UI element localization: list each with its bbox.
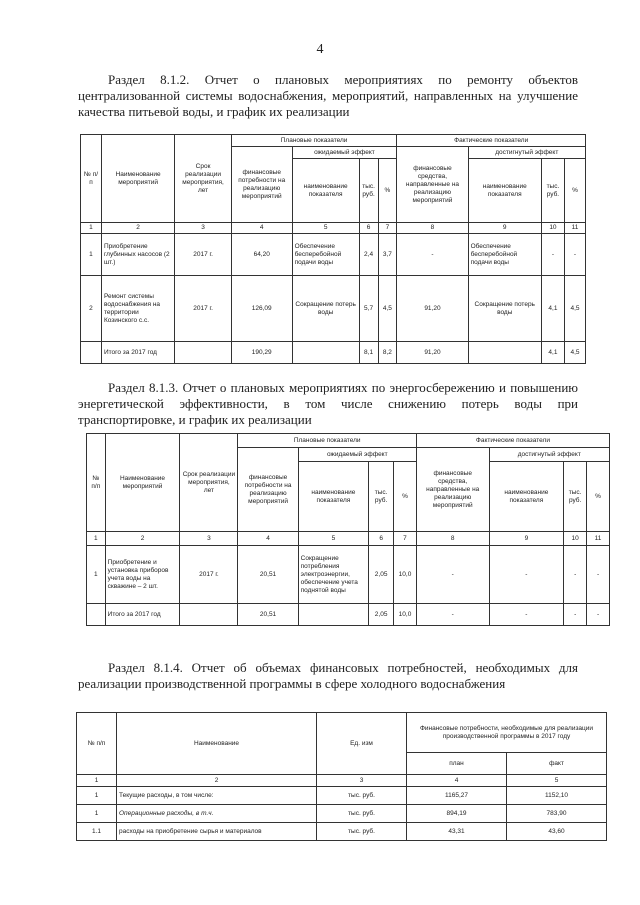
- fact-header: Фактические показатели: [416, 434, 609, 448]
- exp-pct-header: %: [378, 159, 397, 223]
- cell-num: 1: [77, 805, 117, 823]
- col-number: 10: [541, 223, 564, 234]
- col-number: 7: [394, 532, 417, 546]
- col-number: 1: [81, 223, 102, 234]
- exp-rub-header: тыс. руб.: [359, 159, 378, 223]
- cell-fin: 126,09: [231, 276, 292, 342]
- fin-means-header: финансовые средства, направленные на реализацию мероприятий: [416, 448, 489, 532]
- plan-header: план: [407, 753, 507, 775]
- total-exp-rub: 8,1: [359, 342, 378, 364]
- cell-unit: тыс. руб.: [317, 805, 407, 823]
- cell-exp-rub: 2,4: [359, 234, 378, 276]
- col-name-header: Наименование: [117, 713, 317, 775]
- section-812-heading: Раздел 8.1.2. Отчет о плановых мероприятиях по ремонту объектов централизованной системы водоснабжения, мероприятий, направленных на улучшение качества питьевой воды, и график их реализации: [78, 72, 578, 119]
- total-name: Итого за 2017 год: [101, 342, 174, 364]
- col-term-header: Срок реализации мероприятия, лет: [180, 434, 238, 532]
- col-number: 9: [489, 532, 564, 546]
- col-number: 11: [587, 532, 610, 546]
- cell-fact-fin: -: [416, 546, 489, 604]
- ach-indicator-header: наименование показателя: [489, 462, 564, 532]
- cell-fin: 20,51: [238, 546, 298, 604]
- cell-exp-name: Обеспечение бесперебойной подачи воды: [292, 234, 359, 276]
- col-number: 1: [77, 775, 117, 787]
- cell-term: 2017 г.: [175, 276, 232, 342]
- fin-need-header: финансовые потребности на реализацию мероприятий: [238, 448, 298, 532]
- total-exp-pct: 8,2: [378, 342, 397, 364]
- cell-ach-rub: 4,1: [541, 276, 564, 342]
- col-number: 3: [175, 223, 232, 234]
- cell-name: Приобретение и установка приборов учета воды на скважине – 2 шт.: [105, 546, 180, 604]
- col-num-header: № п/п: [81, 135, 102, 223]
- cell-plan: 43,31: [407, 823, 507, 841]
- total-ach-pct: -: [587, 604, 610, 626]
- col-number: 8: [397, 223, 468, 234]
- total-ach-pct: 4,5: [564, 342, 585, 364]
- col-unit-header: Ед. изм: [317, 713, 407, 775]
- col-number: 3: [180, 532, 238, 546]
- table-row: [77, 787, 607, 805]
- col-name-header: Наименование мероприятий: [101, 135, 174, 223]
- cell-name: расходы на приобретение сырья и материалов: [117, 823, 317, 841]
- col-number: 2: [101, 223, 174, 234]
- total-name: Итого за 2017 год: [105, 604, 180, 626]
- total-fact-fin: -: [416, 604, 489, 626]
- col-number: 9: [468, 223, 541, 234]
- cell-plan: 894,19: [407, 805, 507, 823]
- col-number: 1: [87, 532, 106, 546]
- cell-ach-rub: -: [541, 234, 564, 276]
- cell-name: Ремонт системы водоснабжения на территории Козинского с.с.: [101, 276, 174, 342]
- col-num-header: № п/п: [77, 713, 117, 775]
- cell-exp-pct: 3,7: [378, 234, 397, 276]
- section-814-heading: Раздел 8.1.4. Отчет об объемах финансовых потребностей, необходимых для реализации производственной программы в сфере холодного водоснабжения: [78, 660, 578, 691]
- cell-ach-pct: 4,5: [564, 276, 585, 342]
- col-number: 5: [298, 532, 369, 546]
- col-number: 6: [359, 223, 378, 234]
- fact-header: Фактические показатели: [397, 135, 586, 147]
- cell-fact-fin: -: [397, 234, 468, 276]
- ach-rub-header: тыс. руб.: [541, 159, 564, 223]
- cell-num: 1: [81, 234, 102, 276]
- cell-exp-name: Сокращение потерь воды: [292, 276, 359, 342]
- cell-plan: 1165,27: [407, 787, 507, 805]
- col-number: 7: [378, 223, 397, 234]
- cell-fact: 783,90: [507, 805, 607, 823]
- cell-name: Текущие расходы, в том числе:: [117, 787, 317, 805]
- cell-exp-pct: 4,5: [378, 276, 397, 342]
- col-number: 10: [564, 532, 587, 546]
- cell-num: 1: [87, 546, 106, 604]
- col-number: 4: [238, 532, 298, 546]
- table-total-row: [81, 342, 586, 364]
- expected-effect-header: ожидаемый эффект: [298, 448, 416, 462]
- table-row: [81, 276, 586, 342]
- col-number: 6: [369, 532, 394, 546]
- exp-indicator-header: наименование показателя: [298, 462, 369, 532]
- cell-ach-pct: -: [587, 546, 610, 604]
- total-ach-rub: 4,1: [541, 342, 564, 364]
- table-row: [77, 805, 607, 823]
- col-number: 4: [407, 775, 507, 787]
- plan-header: Плановые показатели: [238, 434, 416, 448]
- section-814-table: [76, 712, 607, 841]
- achieved-effect-header: достигнутый эффект: [489, 448, 609, 462]
- section-813-heading: Раздел 8.1.3. Отчет о плановых мероприятиях по энергосбережению и повышению энергетической эффективности, в том числе снижению потерь воды при транспортировке, и график их реализации: [78, 380, 578, 427]
- cell-ach-name: Обеспечение бесперебойной подачи воды: [468, 234, 541, 276]
- cell-fact: 43,60: [507, 823, 607, 841]
- col-number: 11: [564, 223, 585, 234]
- cell-exp-name: Сокращение потребления электроэнергии, обеспечение учета поднятой воды: [298, 546, 369, 604]
- ach-pct-header: %: [564, 159, 585, 223]
- ach-indicator-header: наименование показателя: [468, 159, 541, 223]
- cell-ach-rub: -: [564, 546, 587, 604]
- fact-header: факт: [507, 753, 607, 775]
- cell-name: Приобретение глубинных насосов (2 шт.): [101, 234, 174, 276]
- table-row: [87, 546, 610, 604]
- col-number: 5: [507, 775, 607, 787]
- section-812-table: [80, 134, 586, 364]
- cell-exp-rub: 5,7: [359, 276, 378, 342]
- table-row: [77, 823, 607, 841]
- col-number: 5: [292, 223, 359, 234]
- cell-fact-fin: 91,20: [397, 276, 468, 342]
- cell-term: 2017 г.: [180, 546, 238, 604]
- total-exp-pct: 10,0: [394, 604, 417, 626]
- cell-unit: тыс. руб.: [317, 787, 407, 805]
- cell-ach-pct: -: [564, 234, 585, 276]
- exp-indicator-header: наименование показателя: [292, 159, 359, 223]
- col-number: 2: [117, 775, 317, 787]
- cell-fin: 64,20: [231, 234, 292, 276]
- fin-means-header: финансовые средства, направленные на реализацию мероприятий: [397, 147, 468, 223]
- col-num-header: № п/п: [87, 434, 106, 532]
- col-number: 4: [231, 223, 292, 234]
- cell-exp-pct: 10,0: [394, 546, 417, 604]
- exp-pct-header: %: [394, 462, 417, 532]
- total-ach-rub: -: [564, 604, 587, 626]
- section-813-table: [86, 433, 610, 626]
- cell-ach-name: Сокращение потерь воды: [468, 276, 541, 342]
- col-number: 2: [105, 532, 180, 546]
- cell-ach-name: -: [489, 546, 564, 604]
- cell-num: 2: [81, 276, 102, 342]
- total-fin: 20,51: [238, 604, 298, 626]
- achieved-effect-header: достигнутый эффект: [468, 147, 585, 159]
- total-fact-fin: 91,20: [397, 342, 468, 364]
- fin-need-header: Финансовые потребности, необходимые для реализации производственной программы в 2017 году: [407, 713, 607, 753]
- total-exp-rub: 2,05: [369, 604, 394, 626]
- cell-unit: тыс. руб.: [317, 823, 407, 841]
- ach-pct-header: %: [587, 462, 610, 532]
- col-number: 8: [416, 532, 489, 546]
- cell-name: Операционные расходы, в т.ч.: [117, 805, 317, 823]
- cell-num: 1.1: [77, 823, 117, 841]
- table-row: [81, 234, 586, 276]
- ach-rub-header: тыс. руб.: [564, 462, 587, 532]
- fin-need-header: финансовые потребности на реализацию мероприятий: [231, 147, 292, 223]
- col-term-header: Срок реализации мероприятия, лет: [175, 135, 232, 223]
- table-total-row: [87, 604, 610, 626]
- cell-fact: 1152,10: [507, 787, 607, 805]
- cell-exp-rub: 2,05: [369, 546, 394, 604]
- page-number: 4: [316, 42, 324, 57]
- col-number: 3: [317, 775, 407, 787]
- cell-term: 2017 г.: [175, 234, 232, 276]
- col-name-header: Наименование мероприятий: [105, 434, 180, 532]
- plan-header: Плановые показатели: [231, 135, 397, 147]
- total-ach-name: -: [489, 604, 564, 626]
- total-fin: 190,29: [231, 342, 292, 364]
- cell-num: 1: [77, 787, 117, 805]
- exp-rub-header: тыс. руб.: [369, 462, 394, 532]
- expected-effect-header: ожидаемый эффект: [292, 147, 397, 159]
